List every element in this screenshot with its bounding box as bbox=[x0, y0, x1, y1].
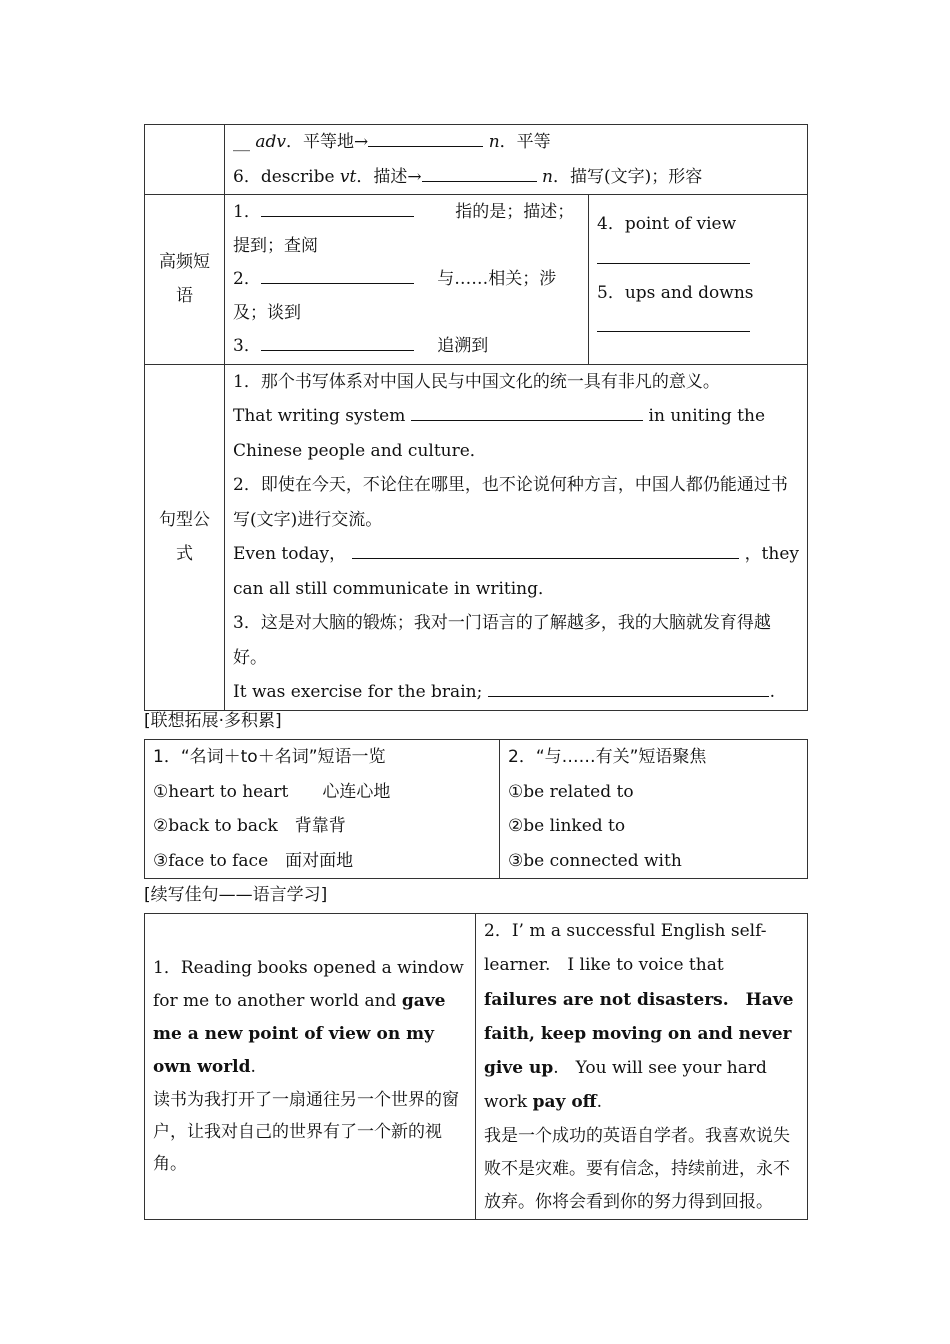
expand-right-cell bbox=[500, 740, 808, 879]
vocab-label-cell bbox=[145, 125, 225, 195]
vocab-line-1 bbox=[233, 125, 799, 160]
arrow-icon: → bbox=[407, 166, 422, 187]
phrase-item-1: 1． 指的是；描述；提到；查阅 bbox=[233, 202, 575, 256]
phrase-item-2: 2． 与……相关；涉及；谈到 bbox=[233, 269, 557, 323]
sentences-label: 句型公式 bbox=[145, 364, 225, 710]
vocab-pos: adv bbox=[255, 132, 287, 152]
writing-right-en: 2．I’ m a successful English self-learner. I like to voice that failures are not disasters. Have faith, keep moving on and never give up. You will see your hard work pay off. bbox=[484, 921, 794, 1113]
section-heading-writing: [续写佳句——语言学习] bbox=[144, 885, 328, 905]
expand-left-item: ①heart to heart 心连心地 bbox=[153, 781, 391, 802]
sentence-1-cn: 1．那个书写体系对中国人民与中国文化的统一具有非凡的意义。 bbox=[233, 371, 720, 392]
sentence-1-en: That writing system in uniting the bbox=[233, 406, 766, 426]
vocab-meaning: ．描述 bbox=[356, 166, 408, 187]
writing-table bbox=[144, 913, 808, 1220]
expand-left-item: ②back to back 背靠背 bbox=[153, 816, 346, 836]
phrase-item-5: 5．ups and downs bbox=[597, 282, 754, 303]
answer-blank[interactable] bbox=[422, 180, 537, 182]
vocab-word: 6．describe bbox=[233, 166, 335, 187]
vocab-pos: n bbox=[542, 166, 553, 187]
sentence-3-en: It was exercise for the brain; . bbox=[233, 682, 776, 702]
vocab-cell bbox=[225, 125, 808, 195]
vocab-table bbox=[144, 124, 808, 711]
vocab-line-2 bbox=[233, 160, 799, 195]
phrase-item-3: 3． 追溯到 bbox=[233, 336, 489, 356]
writing-right-cell bbox=[476, 914, 808, 1220]
phrase-meaning: 追溯到 bbox=[437, 336, 489, 356]
expand-left-cell bbox=[145, 740, 500, 879]
sentence-2-en-cont: can all still communicate in writing． bbox=[233, 578, 555, 599]
vocab-meaning: ．平等地 bbox=[286, 132, 355, 152]
writing-left-cell bbox=[145, 914, 476, 1220]
phrases-left-cell bbox=[225, 195, 589, 365]
phrase-item-4: 4．point of view bbox=[597, 214, 737, 234]
arrow-icon: → bbox=[354, 132, 369, 152]
vocab-pos: vt bbox=[339, 166, 357, 187]
expand-left-title: 1．“名词＋to＋名词”短语一览 bbox=[153, 747, 386, 767]
phrase-meaning: 指的是；描述；提到；查阅 bbox=[233, 202, 575, 256]
phrases-label: 高频短语 bbox=[145, 195, 225, 365]
expand-left-item: ③face to face 面对面地 bbox=[153, 850, 354, 871]
writing-right-cn: 我是一个成功的英语自学者。我喜欢说失败不是灾难。要有信念，持续前进，永不放弃。你将会看到你的努力得到回报。 bbox=[484, 1125, 790, 1212]
expand-right-item: ①be related to bbox=[508, 781, 634, 802]
vocab-blank-prefix: __ bbox=[233, 132, 250, 152]
sentence-1-en-cont: Chinese people and culture． bbox=[233, 440, 487, 461]
vocab-meaning: ．平等 bbox=[499, 132, 551, 152]
sentence-3-cn: 3．这是对大脑的锻炼；我对一门语言的了解越多，我的大脑就发育得越好。 bbox=[233, 613, 771, 668]
sentences-cell bbox=[225, 364, 808, 710]
answer-blank[interactable] bbox=[368, 145, 483, 147]
vocab-pos: n bbox=[488, 132, 500, 152]
sentence-2-cn: 2．即使在今天，不论住在哪里，也不论说何种方言，中国人都仍能通过书写(文字)进行交流。 bbox=[233, 475, 788, 530]
section-heading-expand: [联想拓展·多积累] bbox=[144, 711, 282, 731]
writing-left-en: 1．Reading books opened a window for me to another world and gave me a new point of view on my own world. bbox=[153, 958, 464, 1078]
expand-right-item: ②be linked to bbox=[508, 816, 626, 836]
expand-right-title: 2．“与……有关”短语聚焦 bbox=[508, 747, 707, 767]
phrase-meaning: 与……相关；涉及；谈到 bbox=[233, 269, 557, 323]
expand-right-item: ③be connected with bbox=[508, 850, 682, 871]
phrases-right-cell bbox=[589, 195, 808, 365]
sentence-2-en: Even today， ，they bbox=[233, 544, 800, 564]
vocab-meaning: ．描写(文字)；形容 bbox=[552, 166, 703, 187]
writing-left-cn: 读书为我打开了一扇通往另一个世界的窗户，让我对自己的世界有了一个新的视角。 bbox=[153, 1090, 459, 1175]
phrase-expand-table bbox=[144, 739, 808, 879]
